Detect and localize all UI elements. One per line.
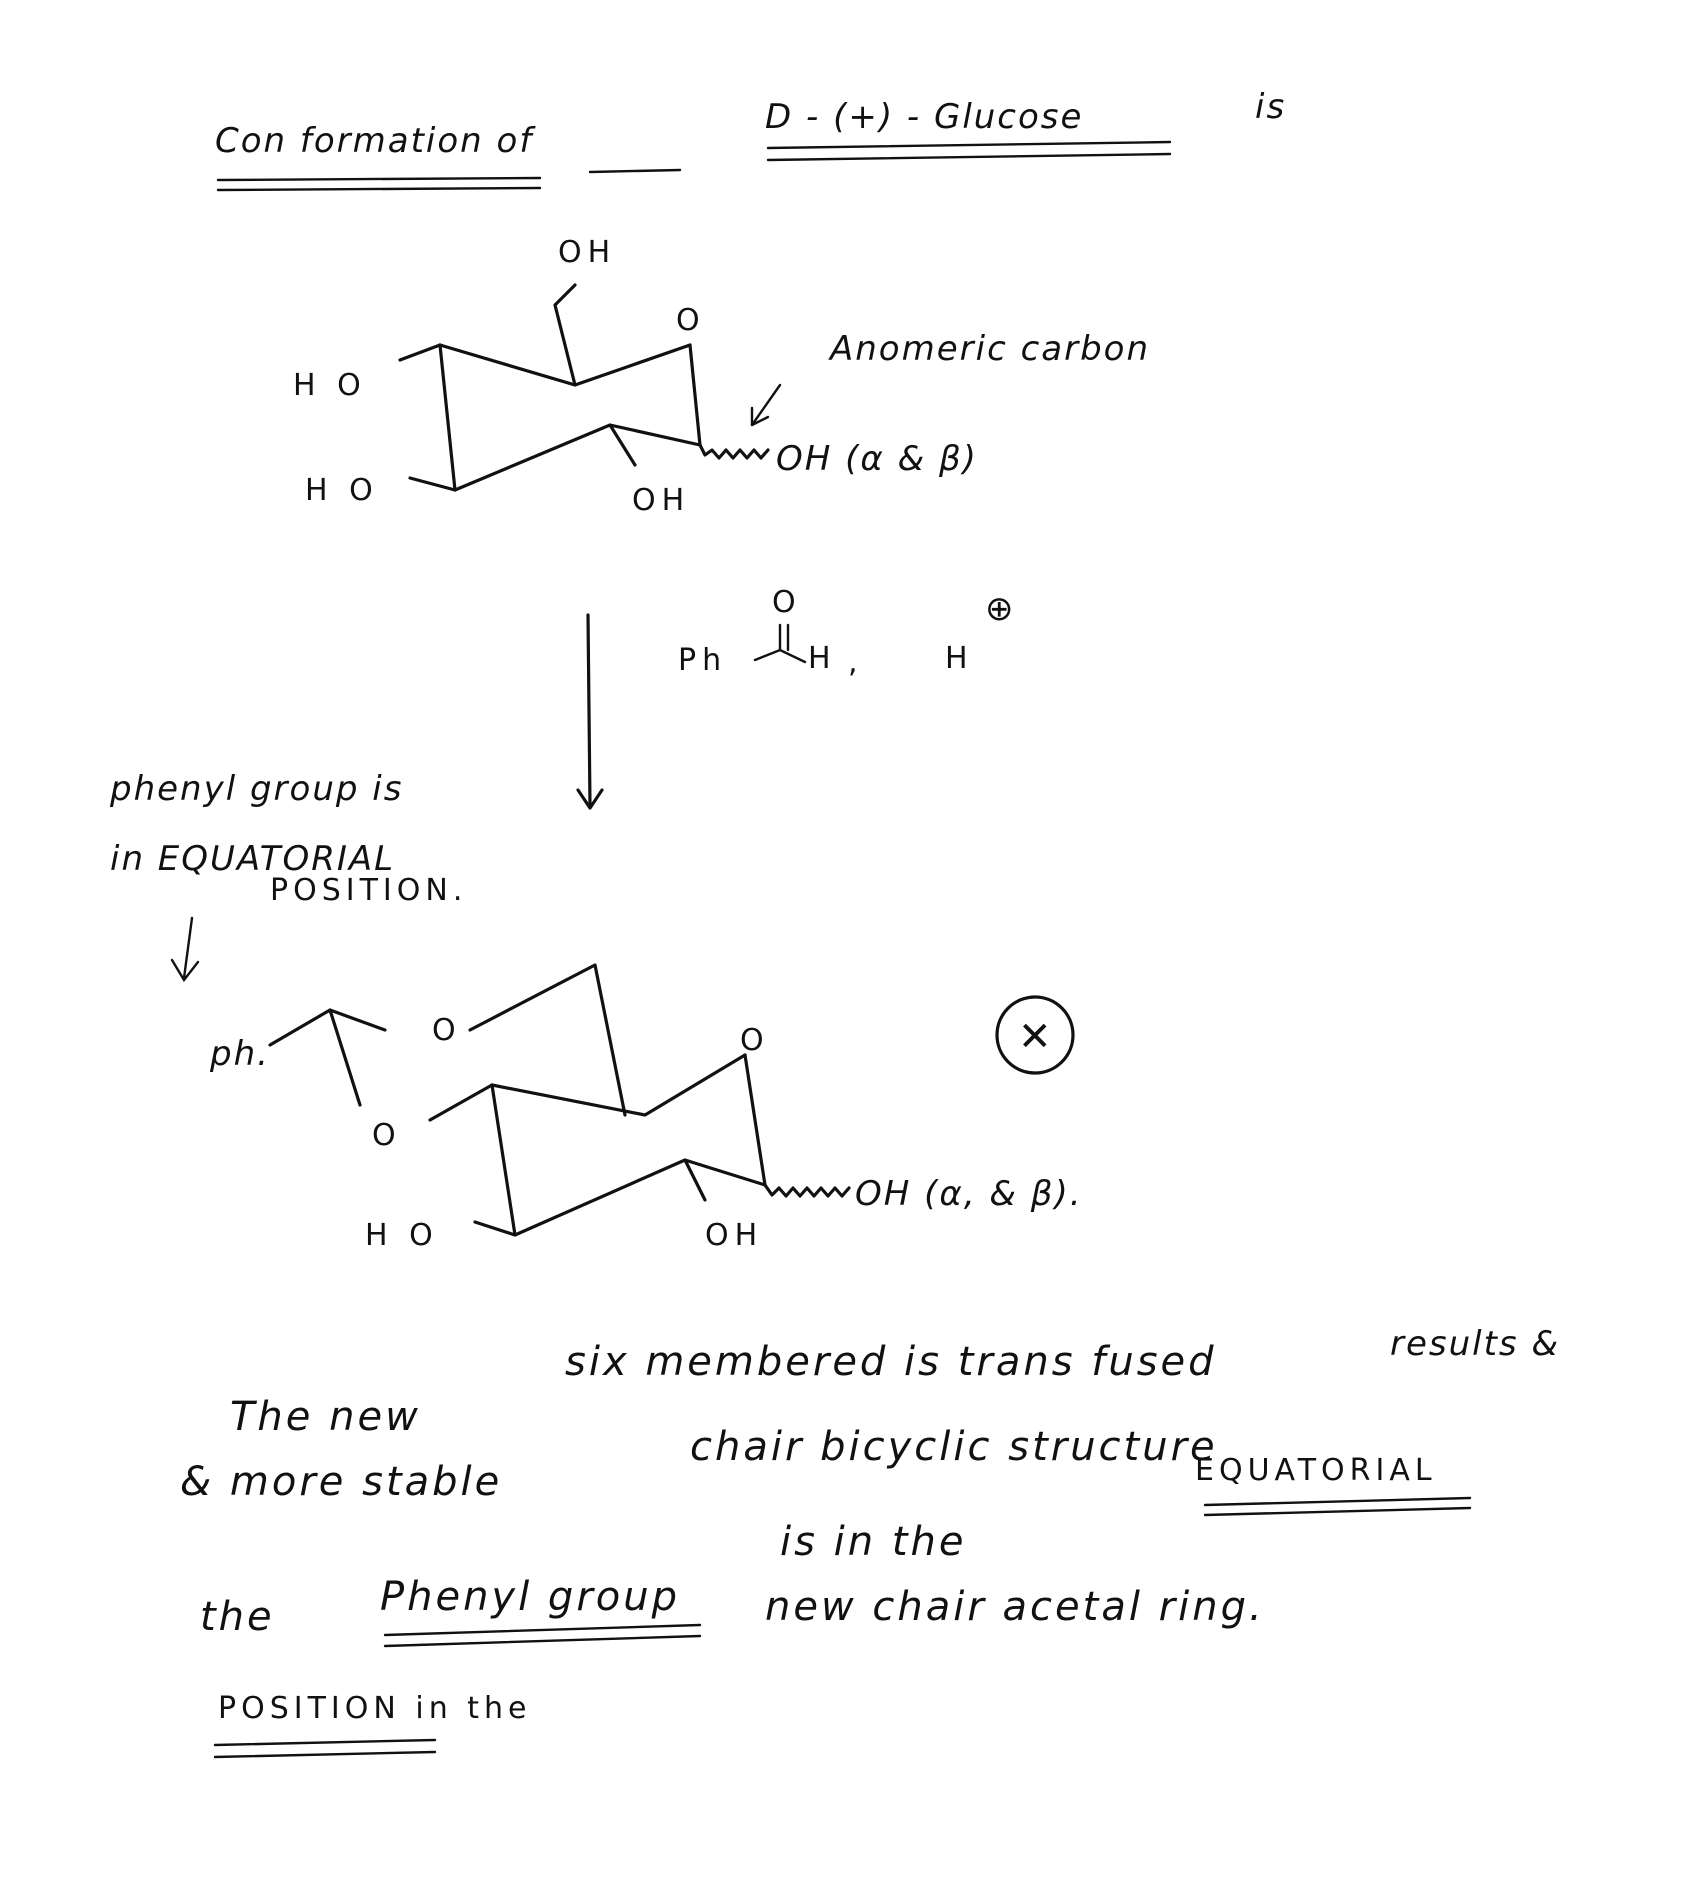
- ch2oh-label: OH: [558, 235, 617, 270]
- ring-bottom-bonds: [492, 1085, 765, 1235]
- acetal-ph-bonds: [270, 1010, 385, 1045]
- anomeric-oh: OH (α & β): [776, 439, 978, 479]
- c3-oh-bond: [475, 1222, 515, 1235]
- explanation-line-10: new chair acetal ring.: [765, 1584, 1265, 1630]
- anomeric-carbon-label: Anomeric carbon: [830, 329, 1151, 369]
- product-ring-oxygen: O: [740, 1023, 770, 1058]
- position-underline-2: [215, 1752, 435, 1757]
- explanation-line-5: & more stable: [180, 1459, 503, 1505]
- acid-h: H: [945, 641, 974, 676]
- side-note: [109, 769, 467, 980]
- ch2oh-bond: [555, 285, 575, 385]
- ring-o-c1-bond: [690, 345, 700, 445]
- explanation-line-4: chair bicyclic structure: [690, 1424, 1218, 1470]
- title-underline-2: [218, 188, 540, 190]
- x-mark: ✕: [1018, 1014, 1055, 1060]
- reagent-ph: Ph: [678, 643, 728, 678]
- acetal-o-bottom: O: [372, 1118, 402, 1153]
- phenyl-underline-1: [385, 1625, 700, 1635]
- explanation-line-6: EQUATORIAL: [1195, 1453, 1437, 1488]
- note-line2: in EQUATORIAL: [110, 839, 396, 879]
- c3-oh-bond: [410, 478, 455, 490]
- acetal-o-top: O: [432, 1013, 462, 1048]
- explanation: [180, 1324, 1560, 1757]
- title-compound: D - (+) - Glucose: [765, 97, 1084, 137]
- compound-underline-2: [768, 154, 1170, 160]
- product-ho: H O: [365, 1218, 439, 1253]
- explanation-line-9: Phenyl group: [380, 1574, 680, 1620]
- ring-oxygen: O: [676, 303, 706, 338]
- benzylidene-product: [209, 965, 1083, 1253]
- note-line3: POSITION.: [270, 873, 468, 908]
- phenyl-underline-2: [385, 1636, 700, 1646]
- anomeric-wavy-bond: [765, 1185, 849, 1196]
- reagent-comma: ,: [848, 645, 864, 680]
- reagent-bonds: [755, 650, 805, 662]
- ring-o-c1-bond: [745, 1055, 765, 1185]
- title: [215, 87, 1286, 190]
- explanation-line-7: is in the: [780, 1519, 967, 1565]
- c4-oh-bond: [400, 345, 440, 360]
- compound-underline-1: [768, 142, 1170, 148]
- explanation-line-1: six membered is trans fused: [565, 1339, 1217, 1385]
- position-underline-1: [215, 1740, 435, 1745]
- explanation-line-3: results &: [1390, 1324, 1560, 1364]
- explanation-line-8: the: [200, 1594, 275, 1640]
- ho-lower: H O: [305, 473, 379, 508]
- title-suffix: is: [1255, 87, 1287, 127]
- of-underline: [590, 170, 680, 172]
- reaction-arrow-shaft: [588, 615, 590, 805]
- ho-upper: H O: [293, 368, 367, 403]
- product-oh-c2: OH: [705, 1218, 764, 1253]
- equatorial-underline-1: [1205, 1498, 1470, 1505]
- note-line1: phenyl group is: [110, 769, 404, 809]
- reaction-step: [578, 585, 1016, 808]
- product-ph: ph.: [210, 1034, 270, 1074]
- anomeric-wavy-bond: [700, 445, 768, 458]
- explanation-line-2: The new: [230, 1394, 421, 1440]
- explanation-line-11: POSITION in the: [218, 1691, 532, 1726]
- carbonyl-double-bond: [780, 625, 788, 650]
- carbonyl-oxygen: O: [772, 585, 802, 620]
- title-left: Con formation of: [215, 121, 534, 161]
- aldehyde-h: H: [808, 641, 837, 676]
- oh-c2: OH: [632, 483, 691, 518]
- glucose-chair: [293, 235, 1150, 518]
- product-anomeric-oh: OH (α, & β).: [855, 1174, 1083, 1214]
- note-pointer-arrow: [184, 918, 192, 978]
- acid-charge: ⊕: [985, 589, 1016, 629]
- equatorial-underline-2: [1205, 1508, 1470, 1515]
- acetal-c-o-lower: [330, 1010, 360, 1105]
- title-underline-1: [218, 178, 540, 180]
- dioxane-lower: [430, 1085, 492, 1120]
